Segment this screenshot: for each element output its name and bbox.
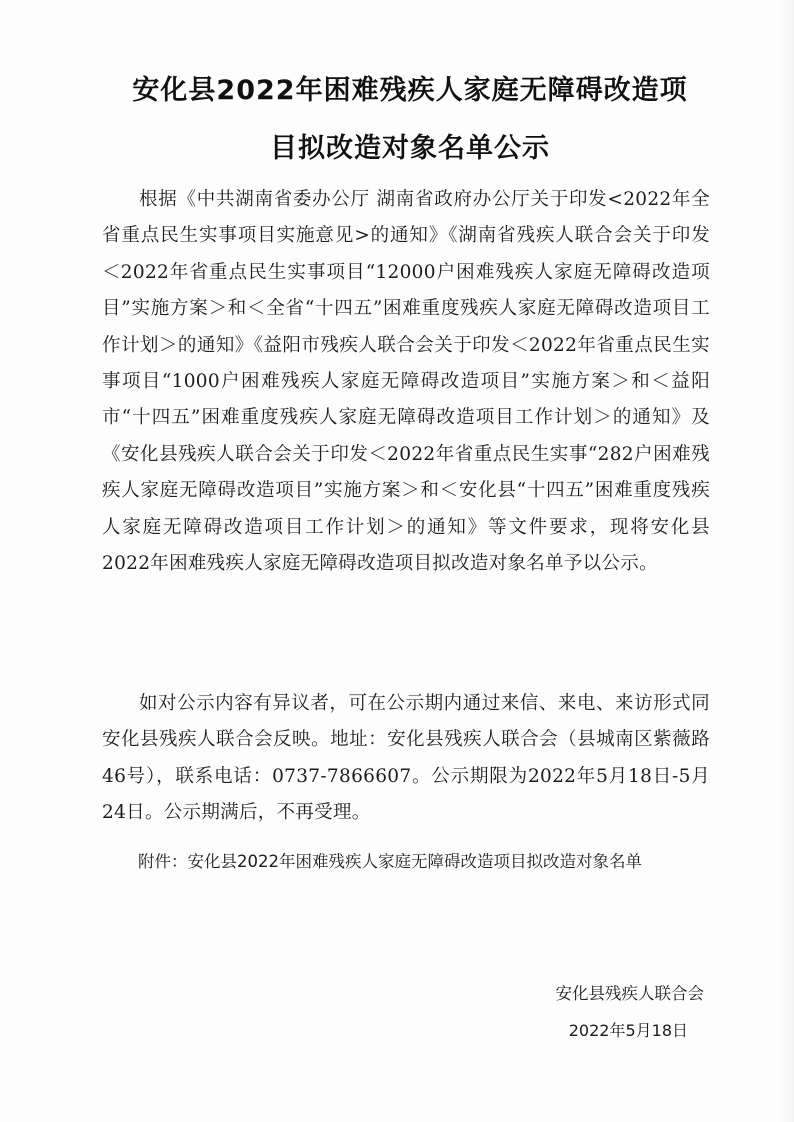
body-paragraph-1: 根据《中共湖南省委办公厅 湖南省政府办公厅关于印发<2022年全省重点民生实事项目实施意见>的通知》《湖南省残疾人联合会关于印发＜2022年省重点民生实事项目“12000户困难残疾人家庭无障碍改造项目”实施方案＞和＜全省“十四五”困难重度残疾人家庭无障碍改造项目工作计划＞的通知》《益阳市残疾人联合会关于印发＜2022年省重点民生实事项目“1000户困难残疾人家庭无障碍改造项目”实施方案＞和＜益阳市“十四五”困难重度残疾人家庭无障碍改造项目工作计划＞的通知》及《安化县残疾人联合会关于印发＜2022年省重点民生实事“282户困难残疾人家庭无障碍改造项目”实施方案＞和＜安化县“十四五”困难重度残疾人家庭无障碍改造项目工作计划＞的通知》等文件要求，现将安化县2022年困难残疾人家庭无障碍改造项目拟改造对象名单予以公示。: [102, 189, 710, 575]
attachment-note: 附件：安化县2022年困难残疾人家庭无障碍改造项目拟改造对象名单: [138, 852, 642, 871]
signature-organization: 安化县残疾人联合会: [555, 984, 704, 1003]
scan-edge-shadow: [780, 0, 794, 1122]
signature-date: 2022年5月18日: [568, 1021, 688, 1040]
body-paragraph-2: 如对公示内容有异议者，可在公示期内通过来信、来电、来访形式同安化县残疾人联合会反映。地址：安化县残疾人联合会（县城南区紫薇路46号），联系电话：0737-7866607。公示期限为2022年5月18日-5月24日。公示期满后，不再受理。: [102, 693, 710, 824]
document-title-line1: 安化县2022年困难残疾人家庭无障碍改造项: [132, 75, 688, 106]
document-title-line2: 目拟改造对象名单公示: [270, 133, 550, 164]
